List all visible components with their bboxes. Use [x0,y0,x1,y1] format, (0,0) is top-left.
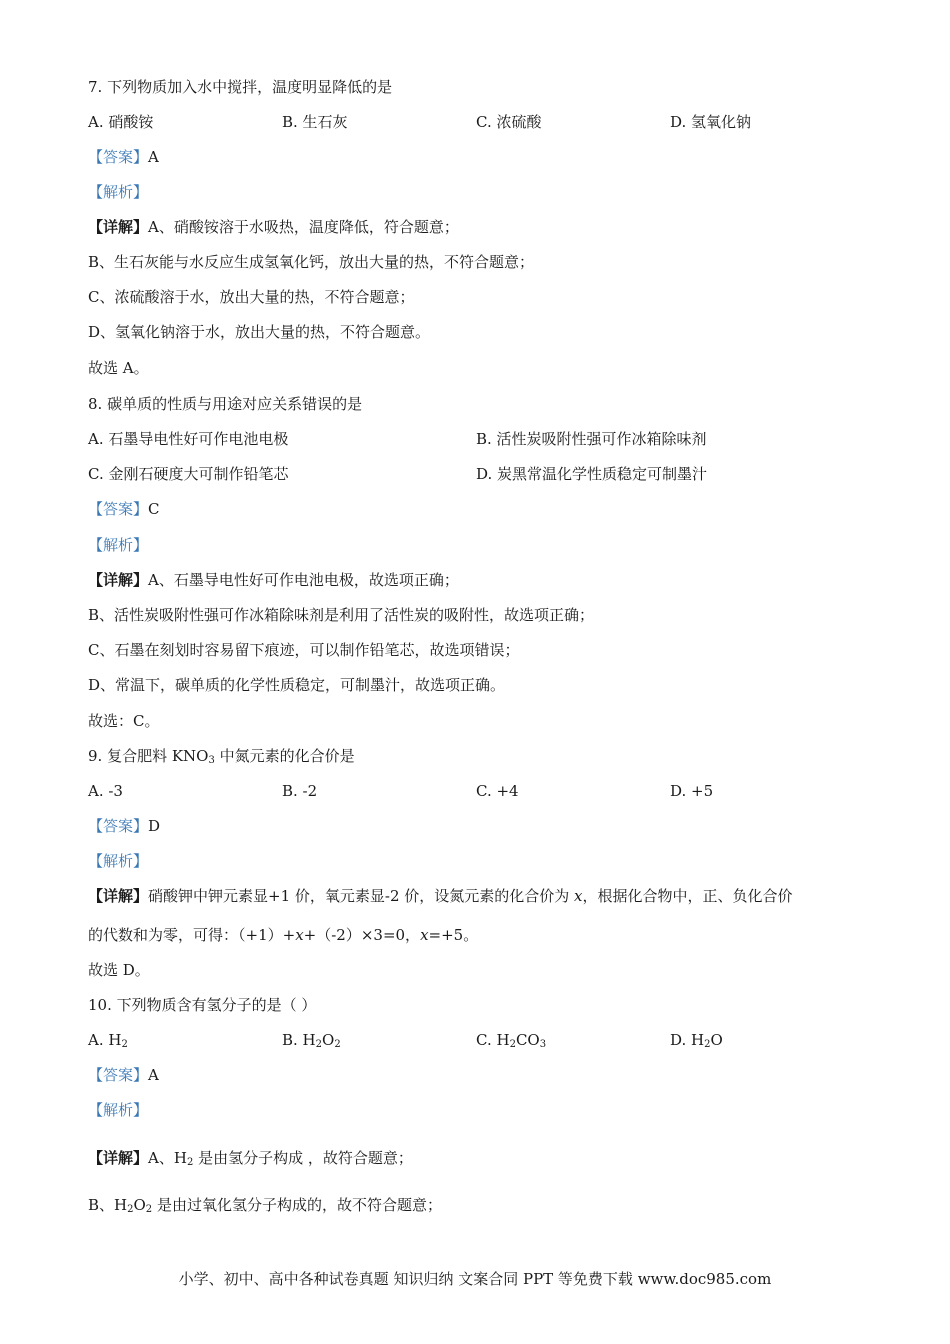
q7-detail-line: B、生石灰能与水反应生成氢氧化钙，放出大量的热，不符合题意； [88,253,535,271]
q9-stem-text: 中氮元素的化合价是 [214,747,355,765]
answer-value: C [148,500,160,518]
answer-tag: 【答案】 [88,500,149,518]
answer-value: A [148,1066,159,1084]
q10-analysis-tag: 【解析】 [88,1101,149,1119]
answer-tag: 【答案】 [88,817,149,835]
q7-detail-line [88,217,459,237]
option-text: D. H [670,1031,705,1049]
detail-text: 的代数和为零，可得：（+1）+ [88,926,296,944]
variable-x: x [420,926,429,944]
q7-option-d: D. 氢氧化钠 [670,113,752,131]
q10-stem: 10. 下列物质含有氢分子的是（ ） [88,996,317,1014]
answer-value: D [148,817,161,835]
option-text: B. H [282,1031,316,1049]
detail-text: A、石墨导电性好可作电池电极，故选项正确； [148,571,459,589]
q7-option-c: C. 浓硫酸 [476,113,542,131]
option-text: C. H [476,1031,510,1049]
q8-option-b: B. 活性炭吸附性强可作冰箱除味剂 [476,430,707,448]
detail-text: B、H [88,1196,128,1214]
q8-conclusion: 故选：C。 [88,712,160,730]
q8-option-d: D. 炭黑常温化学性质稳定可制墨汁 [476,465,708,483]
subscript: 2 [186,1157,194,1168]
detail-text: O [133,1196,146,1214]
q9-detail-line [88,886,793,906]
q9-option-a: A. -3 [88,782,123,800]
detail-text: =+5。 [428,926,479,944]
q8-detail-line: D、常温下，碳单质的化学性质稳定，可制墨汁，故选项正确。 [88,676,506,694]
subscript: 2 [145,1204,153,1215]
detail-text: A、H [148,1149,187,1167]
detail-text: 是由过氧化氢分子构成的，故不符合题意； [152,1196,442,1214]
q10-option-a [88,1030,128,1050]
subscript: 3 [539,1039,547,1050]
answer-tag: 【答案】 [88,148,149,166]
detail-text: 是由氢分子构成 ，故符合题意； [193,1149,413,1167]
subscript: 2 [127,1204,134,1215]
q8-option-a: A. 石墨导电性好可作电池电极 [88,430,289,448]
q9-stem [88,746,355,766]
detail-tag: 【详解】 [88,887,149,905]
answer-value: A [148,148,159,166]
detail-tag: 【详解】 [88,218,149,236]
detail-tag: 【详解】 [88,1149,149,1167]
q8-detail-line: C、石墨在刻划时容易留下痕迹，可以制作铅笔芯，故选项错误； [88,641,520,659]
subscript: 2 [121,1039,128,1050]
option-text: O [710,1031,723,1049]
q10-option-b [282,1030,341,1050]
q8-detail-line: B、活性炭吸附性强可作冰箱除味剂是利用了活性炭的吸附性，故选项正确； [88,606,595,624]
q9-option-b: B. -2 [282,782,318,800]
page-footer: 小学、初中、高中各种试卷真题 知识归纳 文案合同 PPT 等免费下载 www.doc985.com [178,1270,772,1288]
q9-analysis-tag: 【解析】 [88,852,149,870]
q9-answer [88,816,160,836]
option-text: O [322,1031,335,1049]
q7-option-a: A. 硝酸铵 [88,113,154,131]
detail-text: A、硝酸铵溶于水吸热，温度降低，符合题意； [148,218,459,236]
q9-option-c: C. +4 [476,782,519,800]
subscript: 2 [509,1039,516,1050]
q9-conclusion: 故选 D。 [88,961,150,979]
q7-stem: 7. 下列物质加入水中搅拌，温度明显降低的是 [88,78,393,96]
q9-stem-text: 9. 复合肥料 KNO [88,747,209,765]
q10-answer [88,1065,159,1085]
option-text: A. H [88,1031,122,1049]
q9-option-d: D. +5 [670,782,714,800]
q7-detail-line: C、浓硫酸溶于水，放出大量的热，不符合题意； [88,288,415,306]
detail-text: ，根据化合物中，正、负化合价 [582,887,793,905]
q8-stem: 8. 碳单质的性质与用途对应关系错误的是 [88,395,363,413]
q8-analysis-tag: 【解析】 [88,536,149,554]
q10-option-c [476,1030,546,1050]
variable-x: x [295,926,304,944]
detail-tag: 【详解】 [88,571,149,589]
q7-answer [88,147,159,167]
subscript: 2 [334,1039,341,1050]
q7-detail-line: D、氢氧化钠溶于水，放出大量的热，不符合题意。 [88,323,431,341]
q7-option-b: B. 生石灰 [282,113,348,131]
detail-text: 硝酸钾中钾元素显+1 价，氧元素显-2 价，设氮元素的化合价为 [148,887,575,905]
detail-text: +（-2）×3=0， [303,926,421,944]
q10-detail-line [88,1195,442,1215]
variable-x: x [574,887,583,905]
q7-conclusion: 故选 A。 [88,359,149,377]
q8-answer [88,499,160,519]
q10-detail-line [88,1148,413,1168]
q10-option-d [670,1030,723,1050]
q7-analysis-tag: 【解析】 [88,183,149,201]
subscript: 2 [315,1039,323,1050]
subscript: 2 [704,1039,711,1050]
q8-detail-line [88,570,459,590]
q8-option-c: C. 金刚石硬度大可制作铅笔芯 [88,465,289,483]
q9-detail-line [88,925,478,945]
option-text: CO [515,1031,540,1049]
answer-tag: 【答案】 [88,1066,149,1084]
subscript: 3 [208,755,215,766]
